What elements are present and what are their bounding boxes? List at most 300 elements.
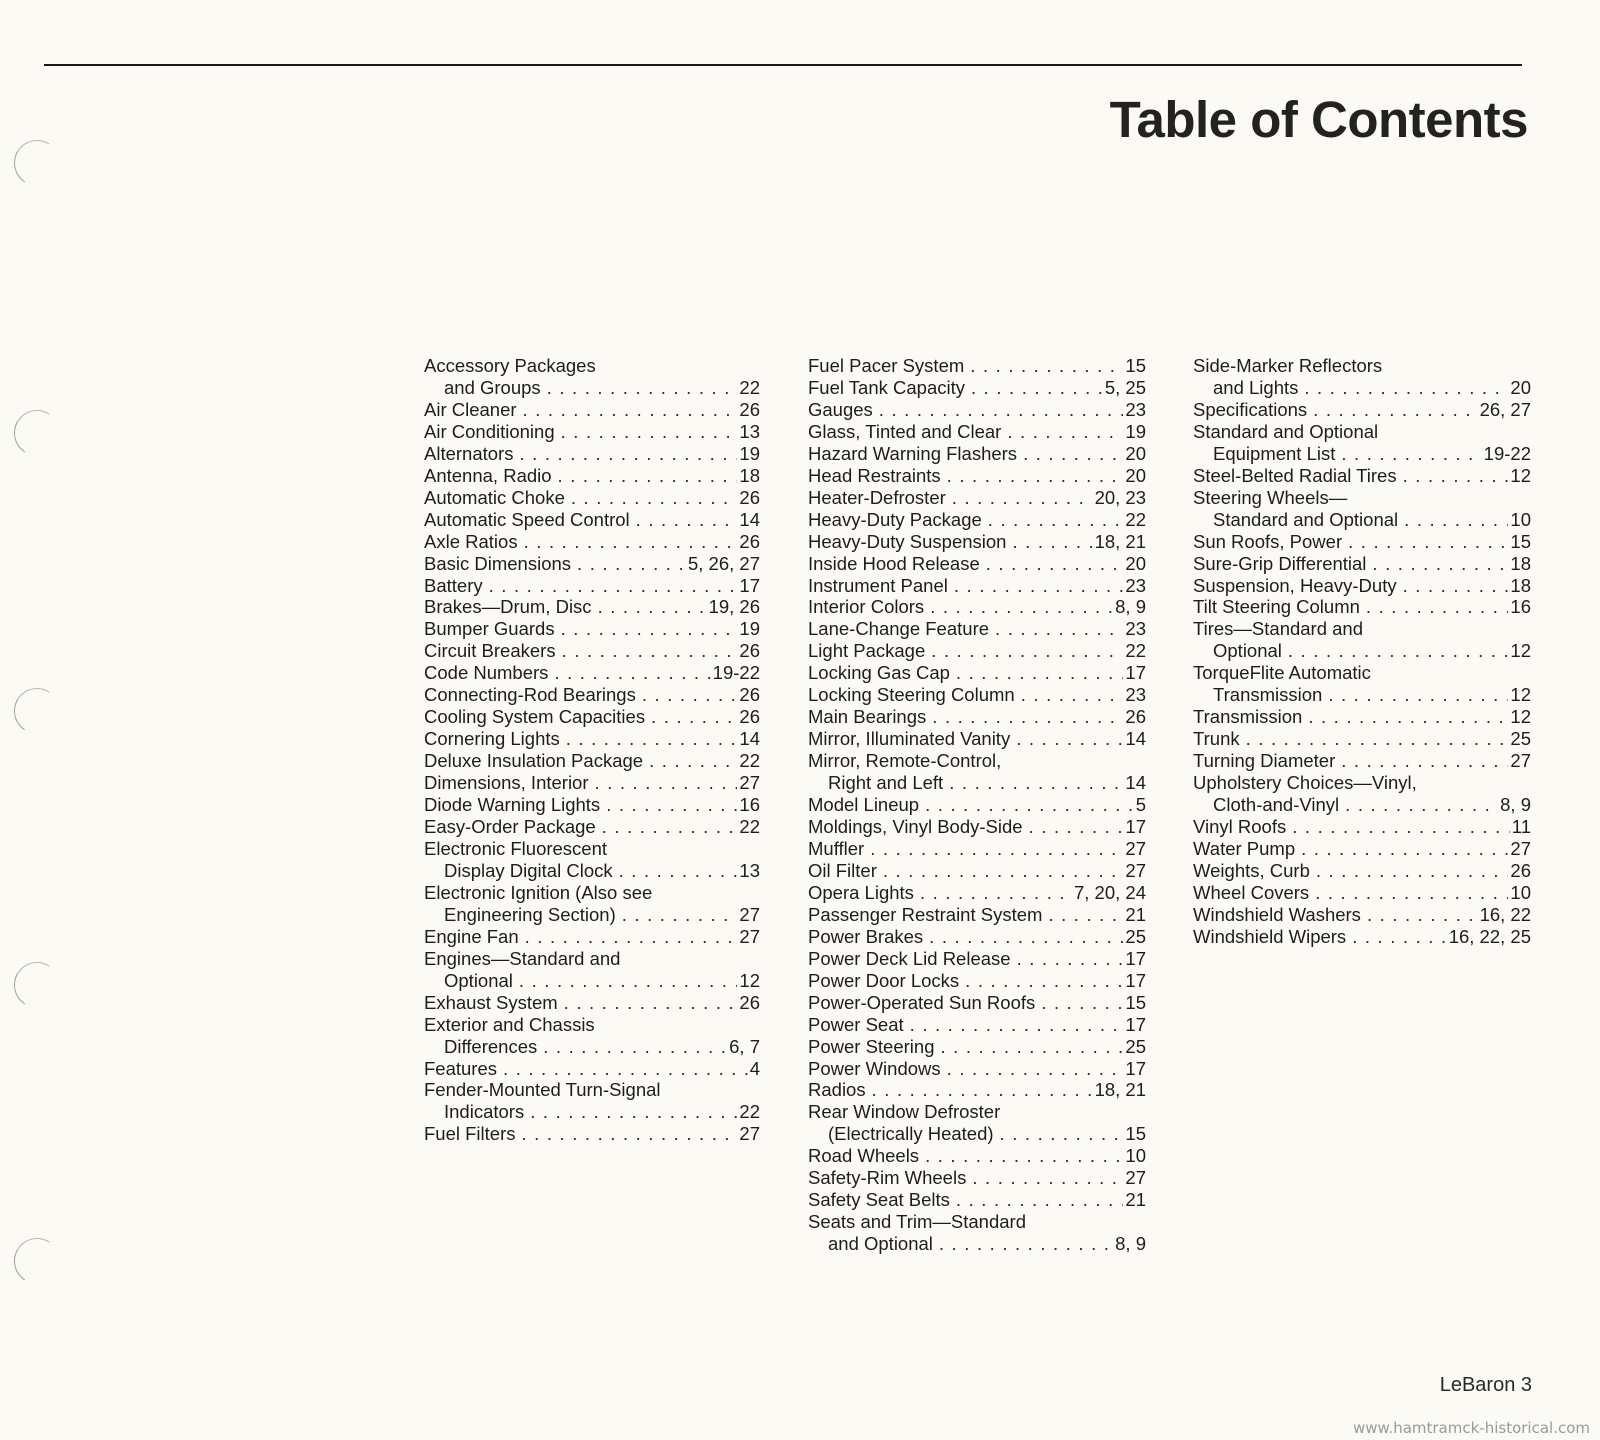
toc-entry-text: Accessory Packages (424, 355, 596, 376)
toc-entry-line (808, 618, 1146, 640)
dot-leader (1316, 860, 1509, 882)
toc-entry (808, 1014, 1146, 1036)
toc-page-number: 18 (1510, 574, 1531, 596)
watermark: www.hamtramck-historical.com (1353, 1419, 1590, 1437)
toc-page-number: 16, 22, 25 (1448, 925, 1531, 947)
toc-entry-line (808, 728, 1146, 750)
toc-entry-text: Moldings, Vinyl Body-Side (808, 816, 1023, 838)
toc-entry-line (808, 706, 1146, 728)
dot-leader (1021, 684, 1124, 706)
toc-page-number: 14 (1125, 772, 1146, 794)
dot-leader (972, 1167, 1123, 1189)
toc-entry-text: Indicators (444, 1101, 525, 1123)
toc-entry-text: Cloth-and-Vinyl (1213, 794, 1340, 816)
toc-entry (808, 640, 1146, 662)
toc-entry-text: Optional (444, 969, 513, 991)
toc-entry (1193, 750, 1531, 772)
toc-entry-text: Sun Roofs, Power (1193, 530, 1343, 552)
toc-entry-text: Seats and Trim—Standard (808, 1211, 1026, 1233)
toc-entry-text: Mirror, Illuminated Vanity (808, 728, 1011, 750)
toc-entry-line (424, 750, 760, 772)
toc-entry-line (424, 531, 760, 553)
toc-entry-text: Bumper Guards (424, 618, 555, 640)
toc-entry (808, 575, 1146, 597)
toc-page-number: 27 (739, 772, 760, 794)
binder-hole-icon (10, 1234, 65, 1289)
toc-entry-text: Power Windows (808, 1057, 941, 1079)
toc-page-number: 12 (739, 969, 760, 991)
toc-entry-line (808, 860, 1146, 882)
dot-leader (986, 553, 1124, 575)
toc-entry-continuation (1193, 794, 1531, 816)
dot-leader (1246, 728, 1509, 750)
toc-entry-text: Power Deck Lid Release (808, 947, 1011, 969)
toc-page-number: 27 (1510, 750, 1531, 772)
toc-entry (1193, 860, 1531, 882)
toc-entry-line (424, 838, 760, 860)
toc-entry (1193, 728, 1531, 750)
toc-page-number: 20 (1125, 442, 1146, 464)
toc-page-number: 14 (739, 508, 760, 530)
toc-page-number: 17 (1125, 816, 1146, 838)
dot-leader (1372, 553, 1508, 575)
dot-leader (956, 1189, 1124, 1211)
toc-entry-line (424, 640, 760, 662)
toc-page-number: 8, 9 (1115, 1233, 1146, 1255)
toc-entry (424, 750, 760, 772)
toc-page-number: 5, 25 (1104, 376, 1146, 398)
dot-leader (883, 860, 1124, 882)
toc-entry-line (424, 992, 760, 1014)
dot-leader (931, 640, 1123, 662)
dot-leader (524, 531, 738, 553)
toc-entry (424, 355, 760, 399)
toc-entry (1193, 618, 1531, 662)
dot-leader (1308, 706, 1508, 728)
toc-page-number: 11 (1511, 816, 1531, 838)
toc-entry-line (424, 553, 760, 575)
toc-page-number: 16 (739, 794, 760, 816)
toc-page-number: 17 (739, 574, 760, 596)
toc-page-number: 22 (1125, 508, 1146, 530)
toc-entry-text: Air Cleaner (424, 398, 517, 420)
dot-leader (1313, 399, 1477, 421)
toc-entry-text: Engine Fan (424, 925, 519, 947)
toc-page-number: 27 (739, 1123, 760, 1145)
toc-column-2 (808, 355, 1146, 1255)
toc-page-number: 27 (1125, 837, 1146, 859)
toc-entry-line (1193, 882, 1531, 904)
dot-leader (879, 399, 1124, 421)
toc-page-number: 6, 7 (729, 1035, 760, 1057)
toc-entry (424, 575, 760, 597)
toc-column-1 (424, 355, 760, 1145)
toc-entry-line (808, 750, 1146, 772)
toc-entry (808, 1211, 1146, 1255)
dot-leader (910, 1014, 1124, 1036)
toc-entry (808, 421, 1146, 443)
toc-entry-text: Specifications (1193, 398, 1308, 420)
toc-entry (424, 706, 760, 728)
dot-leader (1341, 750, 1508, 772)
dot-leader (1304, 377, 1508, 399)
dot-leader (947, 1058, 1124, 1080)
dot-leader (1017, 948, 1124, 970)
toc-entry-text: Right and Left (828, 772, 944, 794)
toc-entry-text: Differences (444, 1035, 538, 1057)
toc-entry-continuation (424, 904, 760, 926)
toc-entry-line (424, 772, 760, 794)
toc-entry-line (808, 948, 1146, 970)
toc-entry-text: Deluxe Insulation Package (424, 750, 644, 772)
dot-leader (566, 728, 738, 750)
binder-hole-icon (10, 684, 65, 739)
toc-entry (424, 816, 760, 838)
toc-entry-line (1193, 750, 1531, 772)
dot-leader (1000, 1123, 1124, 1145)
toc-page-number: 13 (739, 859, 760, 881)
toc-entry-text: Exhaust System (424, 991, 558, 1013)
toc-entry-text: Fuel Pacer System (808, 355, 965, 376)
toc-entry-text: Cornering Lights (424, 728, 560, 750)
toc-entry-text: Transmission (1193, 706, 1303, 728)
toc-entry-line (424, 618, 760, 640)
toc-column-3 (1193, 355, 1531, 948)
toc-page-number: 21 (1125, 1189, 1146, 1211)
toc-entry (808, 970, 1146, 992)
toc-entry-line (424, 816, 760, 838)
dot-leader (561, 421, 738, 443)
dot-leader (1041, 992, 1123, 1014)
dot-leader (970, 355, 1123, 377)
toc-entry-continuation (808, 1233, 1146, 1255)
toc-entry-text: Heater-Defroster (808, 486, 946, 508)
toc-entry-text: Electronic Ignition (Also see (424, 881, 653, 903)
toc-entry (1193, 926, 1531, 948)
toc-entry-line (424, 575, 760, 597)
toc-entry-line (1193, 531, 1531, 553)
toc-entry-line (808, 1145, 1146, 1167)
toc-entry-text: Easy-Order Package (424, 816, 596, 838)
toc-entry-line (424, 399, 760, 421)
toc-entry (808, 662, 1146, 684)
dot-leader (939, 1233, 1113, 1255)
toc-entry-text: Gauges (808, 398, 873, 420)
toc-entry-line (808, 970, 1146, 992)
toc-entry-text: Power Steering (808, 1035, 935, 1057)
toc-page-number: 18 (739, 464, 760, 486)
toc-page-number: 8, 9 (1115, 596, 1146, 618)
dot-leader (1366, 596, 1509, 618)
toc-entry (808, 948, 1146, 970)
toc-entry (424, 531, 760, 553)
toc-entry-text: Passenger Restraint System (808, 903, 1043, 925)
toc-entry-text: Fuel Filters (424, 1123, 516, 1145)
toc-entry-continuation (424, 1036, 760, 1058)
dot-leader (649, 750, 737, 772)
toc-entry-text: Standard and Optional (1213, 508, 1399, 530)
toc-entry-line (424, 443, 760, 465)
toc-entry (1193, 596, 1531, 618)
toc-entry-text: Equipment List (1213, 442, 1336, 464)
toc-page-number: 26 (739, 991, 760, 1013)
toc-entry-line (1193, 618, 1531, 640)
toc-entry-continuation (424, 970, 760, 992)
toc-entry-line (808, 509, 1146, 531)
toc-page-number: 26 (739, 684, 760, 706)
dot-leader (988, 509, 1124, 531)
dot-leader (1016, 728, 1123, 750)
toc-page-number: 19-22 (712, 662, 760, 684)
toc-entry (808, 684, 1146, 706)
toc-page-number: 12 (1510, 640, 1531, 662)
dot-leader (971, 377, 1103, 399)
dot-leader (523, 399, 738, 421)
toc-entry-text: Connecting-Rod Bearings (424, 684, 636, 706)
toc-entry (1193, 706, 1531, 728)
dot-leader (489, 575, 738, 597)
toc-page-number: 10 (1125, 1145, 1146, 1167)
toc-entry (808, 553, 1146, 575)
toc-entry-line (424, 1014, 760, 1036)
toc-entry-text: Dimensions, Interior (424, 772, 589, 794)
toc-entry-text: Sure-Grip Differential (1193, 552, 1367, 574)
toc-entry-text: Safety-Rim Wheels (808, 1167, 967, 1189)
toc-entry (424, 662, 760, 684)
dot-leader (1403, 465, 1509, 487)
dot-leader (636, 509, 738, 531)
toc-entry-line (1193, 860, 1531, 882)
toc-entry (808, 618, 1146, 640)
toc-entry-continuation (1193, 443, 1531, 465)
toc-entry-text: and Optional (828, 1233, 933, 1255)
toc-entry-line (808, 1079, 1146, 1101)
dot-leader (1404, 509, 1508, 531)
toc-entry (424, 684, 760, 706)
toc-entry (808, 1167, 1146, 1189)
dot-leader (651, 706, 737, 728)
toc-entry-text: Engines—Standard and (424, 947, 621, 969)
toc-entry (424, 640, 760, 662)
toc-entry-line (424, 706, 760, 728)
toc-entry-text: Diode Warning Lights (424, 794, 601, 816)
dot-leader (1012, 531, 1092, 553)
toc-entry (424, 596, 760, 618)
toc-page-number: 23 (1125, 684, 1146, 706)
dot-leader (1367, 904, 1478, 926)
toc-page-number: 22 (739, 1101, 760, 1123)
toc-page-number: 18, 21 (1094, 1079, 1146, 1101)
toc-page-number: 19 (1125, 420, 1146, 442)
toc-entry-text: Instrument Panel (808, 574, 948, 596)
dot-leader (558, 465, 738, 487)
dot-leader (872, 1079, 1093, 1101)
toc-entry (808, 1101, 1146, 1145)
toc-entry-line (424, 728, 760, 750)
toc-page-number: 20 (1510, 376, 1531, 398)
dot-leader (995, 618, 1123, 640)
toc-entry-text: Tires—Standard and (1193, 618, 1364, 640)
toc-entry (808, 596, 1146, 618)
toc-page-number: 22 (739, 816, 760, 838)
dot-leader (522, 1123, 738, 1145)
toc-entry-text: Muffler (808, 837, 865, 859)
toc-entry-text: Opera Lights (808, 881, 914, 903)
toc-entry-text: Automatic Speed Control (424, 508, 630, 530)
toc-entry-line (808, 640, 1146, 662)
toc-entry-line (808, 904, 1146, 926)
toc-entry-line (1193, 553, 1531, 575)
toc-entry-text: Windshield Wipers (1193, 925, 1347, 947)
toc-entry-line (424, 882, 760, 904)
toc-entry-text: Glass, Tinted and Clear (808, 420, 1002, 442)
toc-entry-line (808, 838, 1146, 860)
toc-entry-line (1193, 706, 1531, 728)
toc-entry-text: Locking Gas Cap (808, 662, 950, 684)
toc-entry-continuation (808, 772, 1146, 794)
toc-entry-text: Wheel Covers (1193, 881, 1310, 903)
toc-entry (1193, 838, 1531, 860)
toc-page-number: 14 (1125, 728, 1146, 750)
toc-entry (424, 1123, 760, 1145)
toc-entry-text: Electronic Fluorescent (424, 837, 608, 859)
dot-leader (525, 926, 738, 948)
toc-page-number: 26, 27 (1479, 398, 1531, 420)
toc-entry-text: Steering Wheels— (1193, 486, 1348, 508)
toc-page-number: 17 (1125, 947, 1146, 969)
dot-leader (595, 772, 738, 794)
toc-page-number: 27 (1125, 1167, 1146, 1189)
dot-leader (1315, 882, 1508, 904)
toc-page-number: 17 (1125, 662, 1146, 684)
dot-leader (949, 772, 1123, 794)
toc-entry (1193, 882, 1531, 904)
toc-entry-text: Brakes—Drum, Disc (424, 596, 592, 618)
toc-entry-text: Alternators (424, 442, 514, 464)
toc-page-number: 15 (1125, 1123, 1146, 1145)
toc-page-number: 7, 20, 24 (1073, 881, 1146, 903)
toc-entry (808, 904, 1146, 926)
dot-leader (1292, 816, 1510, 838)
toc-entry-line (1193, 399, 1531, 421)
toc-entry (808, 728, 1146, 750)
toc-entry (424, 421, 760, 443)
dot-leader (571, 487, 738, 509)
toc-entry-line (1193, 772, 1531, 794)
toc-page-number: 25 (1510, 728, 1531, 750)
toc-entry-line (424, 948, 760, 970)
toc-entry-text: Road Wheels (808, 1145, 920, 1167)
toc-entry (1193, 816, 1531, 838)
toc-entry-text: Main Bearings (808, 706, 927, 728)
toc-entry-line (808, 553, 1146, 575)
toc-entry-line (808, 1211, 1146, 1233)
toc-entry-text: Basic Dimensions (424, 552, 572, 574)
toc-entry (808, 1079, 1146, 1101)
toc-entry-line (424, 926, 760, 948)
toc-entry-text: Power Door Locks (808, 969, 960, 991)
dot-leader (503, 1058, 748, 1080)
toc-entry-text: Engineering Section) (444, 903, 616, 925)
toc-entry-line (1193, 355, 1531, 377)
toc-entry-line (424, 1079, 760, 1101)
toc-entry (808, 355, 1146, 377)
toc-entry (424, 465, 760, 487)
toc-entry-line (1193, 575, 1531, 597)
toc-page-number: 19 (739, 442, 760, 464)
toc-entry-text: Heavy-Duty Suspension (808, 530, 1007, 552)
toc-page-number: 19, 26 (708, 596, 760, 618)
toc-page-number: 18, 21 (1094, 530, 1146, 552)
dot-leader (1288, 640, 1509, 662)
toc-entry (808, 1036, 1146, 1058)
dot-leader (932, 706, 1123, 728)
toc-entry-line (1193, 838, 1531, 860)
toc-entry (808, 794, 1146, 816)
toc-entry-line (424, 487, 760, 509)
dot-leader (564, 992, 738, 1014)
toc-entry-text: Safety Seat Belts (808, 1189, 950, 1211)
toc-entry-line (1193, 926, 1531, 948)
toc-entry (424, 618, 760, 640)
toc-entry-line (1193, 816, 1531, 838)
toc-page-number: 5 (1135, 794, 1146, 816)
toc-entry (424, 443, 760, 465)
dot-leader (956, 662, 1124, 684)
dot-leader (543, 1036, 727, 1058)
toc-page-number: 10 (1510, 508, 1531, 530)
toc-entry-line (1193, 421, 1531, 443)
toc-entry-line (808, 399, 1146, 421)
toc-page-number: 26 (739, 486, 760, 508)
toc-page-number: 26 (739, 706, 760, 728)
dot-leader (1403, 575, 1509, 597)
toc-entry (424, 1058, 760, 1080)
toc-entry-continuation (424, 860, 760, 882)
dot-leader (1345, 794, 1498, 816)
toc-entry-text: Windshield Washers (1193, 903, 1361, 925)
toc-entry-text: Air Conditioning (424, 420, 555, 442)
dot-leader (870, 838, 1123, 860)
page-footer: LeBaron 3 (1439, 1374, 1532, 1396)
toc-entry (1193, 421, 1531, 465)
toc-entry-text: Power-Operated Sun Roofs (808, 991, 1036, 1013)
toc-entry (1193, 531, 1531, 553)
toc-entry (424, 1014, 760, 1058)
toc-page-number: 26 (1510, 859, 1531, 881)
toc-page-number: 25 (1125, 1035, 1146, 1057)
toc-page-number: 18 (1510, 552, 1531, 574)
toc-entry-text: Exterior and Chassis (424, 1013, 595, 1035)
toc-page-number: 22 (1125, 640, 1146, 662)
toc-entry-text: Model Lineup (808, 794, 920, 816)
toc-entry (424, 794, 760, 816)
toc-entry-line (1193, 465, 1531, 487)
toc-page-number: 20 (1125, 552, 1146, 574)
toc-entry-text: Antenna, Radio (424, 464, 552, 486)
toc-page-number: 19 (739, 618, 760, 640)
toc-entry-line (424, 465, 760, 487)
toc-page-number: 26 (739, 530, 760, 552)
toc-entry (808, 992, 1146, 1014)
toc-entry (808, 443, 1146, 465)
dot-leader (930, 596, 1113, 618)
toc-entry-line (1193, 596, 1531, 618)
toc-entry-text: Tilt Steering Column (1193, 596, 1360, 618)
toc-page-number: 23 (1125, 398, 1146, 420)
dot-leader (929, 926, 1123, 948)
toc-entry-line (808, 1036, 1146, 1058)
